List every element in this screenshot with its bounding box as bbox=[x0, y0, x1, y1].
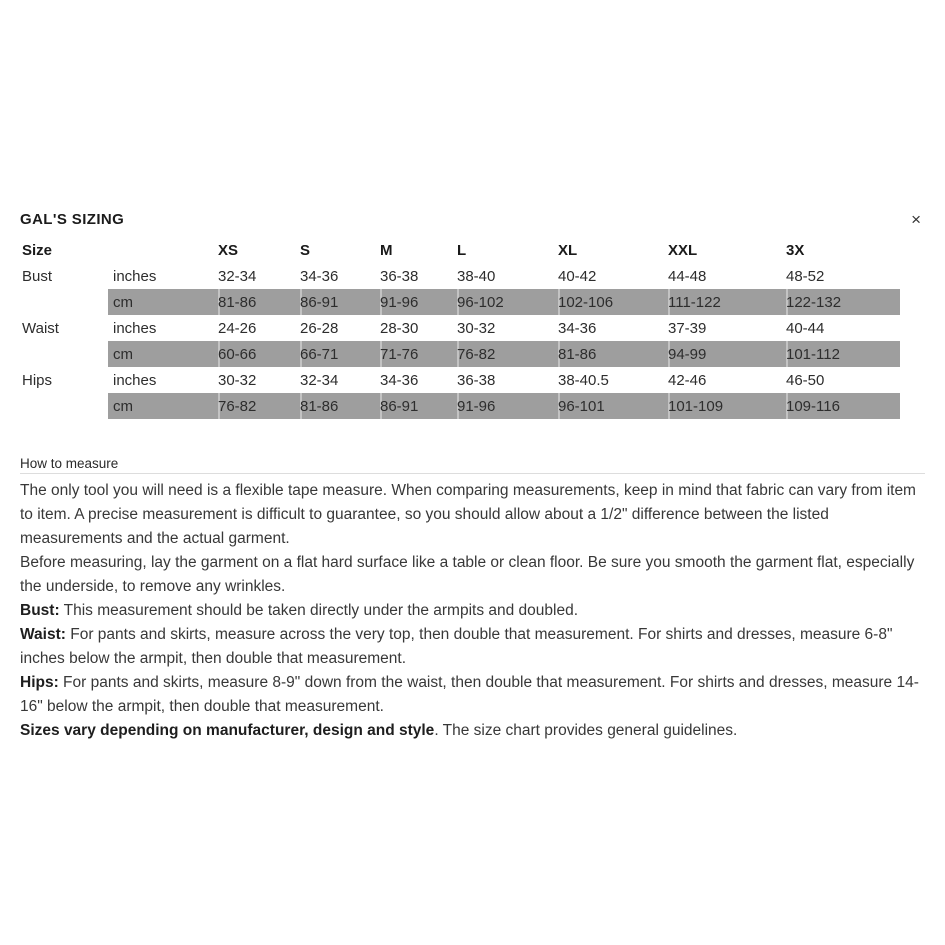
how-to-paragraph: Hips: For pants and skirts, measure 8-9" down from the waist, then double that measurement. For shirts and dresses, measure 14-16" below the armpit, then double that measurement. bbox=[20, 674, 919, 715]
size-cell: 38-40 bbox=[457, 268, 496, 285]
size-cell: 66-71 bbox=[300, 341, 380, 367]
unit-label: inches bbox=[113, 320, 157, 337]
how-to-paragraph: Before measuring, lay the garment on a flat hard surface like a table or clean floor. Be sure you smooth the garment flat, especially the underside, to remove any wrinkles. bbox=[20, 554, 915, 595]
paragraph-bold-label: Waist: bbox=[20, 626, 66, 643]
size-cell: 44-48 bbox=[668, 268, 707, 285]
how-to-measure-heading: How to measure bbox=[20, 456, 119, 471]
size-cell: 86-91 bbox=[380, 393, 457, 419]
size-cell: 30-32 bbox=[218, 372, 257, 389]
divider bbox=[20, 473, 925, 474]
size-cell: 91-96 bbox=[457, 393, 558, 419]
close-icon[interactable]: × bbox=[907, 211, 925, 228]
size-cell: 86-91 bbox=[300, 289, 380, 315]
row-label bbox=[20, 289, 108, 315]
how-to-paragraph: Waist: For pants and skirts, measure across the very top, then double that measurement. For shirts and dresses, measure 6-8" inches below the armpit, then double that measurement. bbox=[20, 626, 893, 667]
size-cell: 32-34 bbox=[300, 372, 339, 389]
unit-label: inches bbox=[113, 372, 157, 389]
modal-header bbox=[20, 209, 925, 229]
size-table bbox=[20, 235, 900, 419]
size-cell: 102-106 bbox=[558, 289, 668, 315]
size-cell: 37-39 bbox=[668, 320, 707, 337]
size-cell: 34-36 bbox=[380, 372, 419, 389]
header-spacer bbox=[108, 235, 218, 263]
unit-label: inches bbox=[113, 268, 157, 285]
size-cell: 96-101 bbox=[558, 393, 668, 419]
size-cell: 30-32 bbox=[457, 320, 496, 337]
size-cell: 24-26 bbox=[218, 320, 257, 337]
how-to-paragraph: Sizes vary depending on manufacturer, design and style. The size chart provides general guidelines. bbox=[20, 722, 738, 739]
size-cell: 96-102 bbox=[457, 289, 558, 315]
size-cell: 38-40.5 bbox=[558, 372, 609, 389]
paragraph-bold-label: Sizes vary depending on manufacturer, design and style bbox=[20, 722, 435, 739]
row-label: Bust bbox=[22, 268, 53, 285]
how-to-paragraph: Bust: This measurement should be taken directly under the armpits and doubled. bbox=[20, 602, 579, 619]
row-label bbox=[20, 341, 108, 367]
unit-label: cm bbox=[108, 289, 218, 315]
paragraph-bold-label: Bust: bbox=[20, 602, 60, 619]
size-cell: 81-86 bbox=[558, 341, 668, 367]
size-cell: 111-122 bbox=[668, 289, 786, 315]
size-cell: 76-82 bbox=[457, 341, 558, 367]
how-to-paragraph: The only tool you will need is a flexible tape measure. When comparing measurements, keep in mind that fabric can vary from item to item. A precise measurement is difficult to guarantee, so you should allow about a 1/2" difference between the listed measurements and the actual garment. bbox=[20, 482, 916, 547]
unit-label: cm bbox=[108, 393, 218, 419]
column-header-s: S bbox=[300, 242, 311, 259]
paragraph-bold-label: Hips: bbox=[20, 674, 59, 691]
size-cell: 94-99 bbox=[668, 341, 786, 367]
size-cell: 34-36 bbox=[558, 320, 597, 337]
size-cell: 81-86 bbox=[300, 393, 380, 419]
row-label: Hips bbox=[22, 372, 53, 389]
page-title: GAL'S SIZING bbox=[20, 210, 125, 228]
size-cell: 36-38 bbox=[380, 268, 419, 285]
size-cell: 76-82 bbox=[218, 393, 300, 419]
size-cell: 101-109 bbox=[668, 393, 786, 419]
size-cell: 122-132 bbox=[786, 289, 900, 315]
unit-label: cm bbox=[108, 341, 218, 367]
column-header-xxl: XXL bbox=[668, 242, 698, 259]
size-cell: 109-116 bbox=[786, 393, 900, 419]
size-cell: 81-86 bbox=[218, 289, 300, 315]
row-label bbox=[20, 393, 108, 419]
size-cell: 36-38 bbox=[457, 372, 496, 389]
size-cell: 91-96 bbox=[380, 289, 457, 315]
size-cell: 101-112 bbox=[786, 341, 900, 367]
size-cell: 32-34 bbox=[218, 268, 257, 285]
column-header-3x: 3X bbox=[786, 242, 805, 259]
column-header-m: M bbox=[380, 242, 393, 259]
size-cell: 40-42 bbox=[558, 268, 597, 285]
size-cell: 46-50 bbox=[786, 372, 825, 389]
size-cell: 60-66 bbox=[218, 341, 300, 367]
size-cell: 40-44 bbox=[786, 320, 825, 337]
size-cell: 71-76 bbox=[380, 341, 457, 367]
row-label: Waist bbox=[22, 320, 59, 337]
corner-label: Size bbox=[22, 242, 53, 259]
size-cell: 28-30 bbox=[380, 320, 419, 337]
size-cell: 34-36 bbox=[300, 268, 339, 285]
column-header-xs: XS bbox=[218, 242, 239, 259]
column-header-xl: XL bbox=[558, 242, 578, 259]
column-header-l: L bbox=[457, 242, 467, 259]
size-chart-modal bbox=[20, 0, 925, 743]
how-to-measure-body bbox=[20, 479, 925, 743]
size-cell: 42-46 bbox=[668, 372, 707, 389]
size-cell: 48-52 bbox=[786, 268, 825, 285]
size-cell: 26-28 bbox=[300, 320, 339, 337]
